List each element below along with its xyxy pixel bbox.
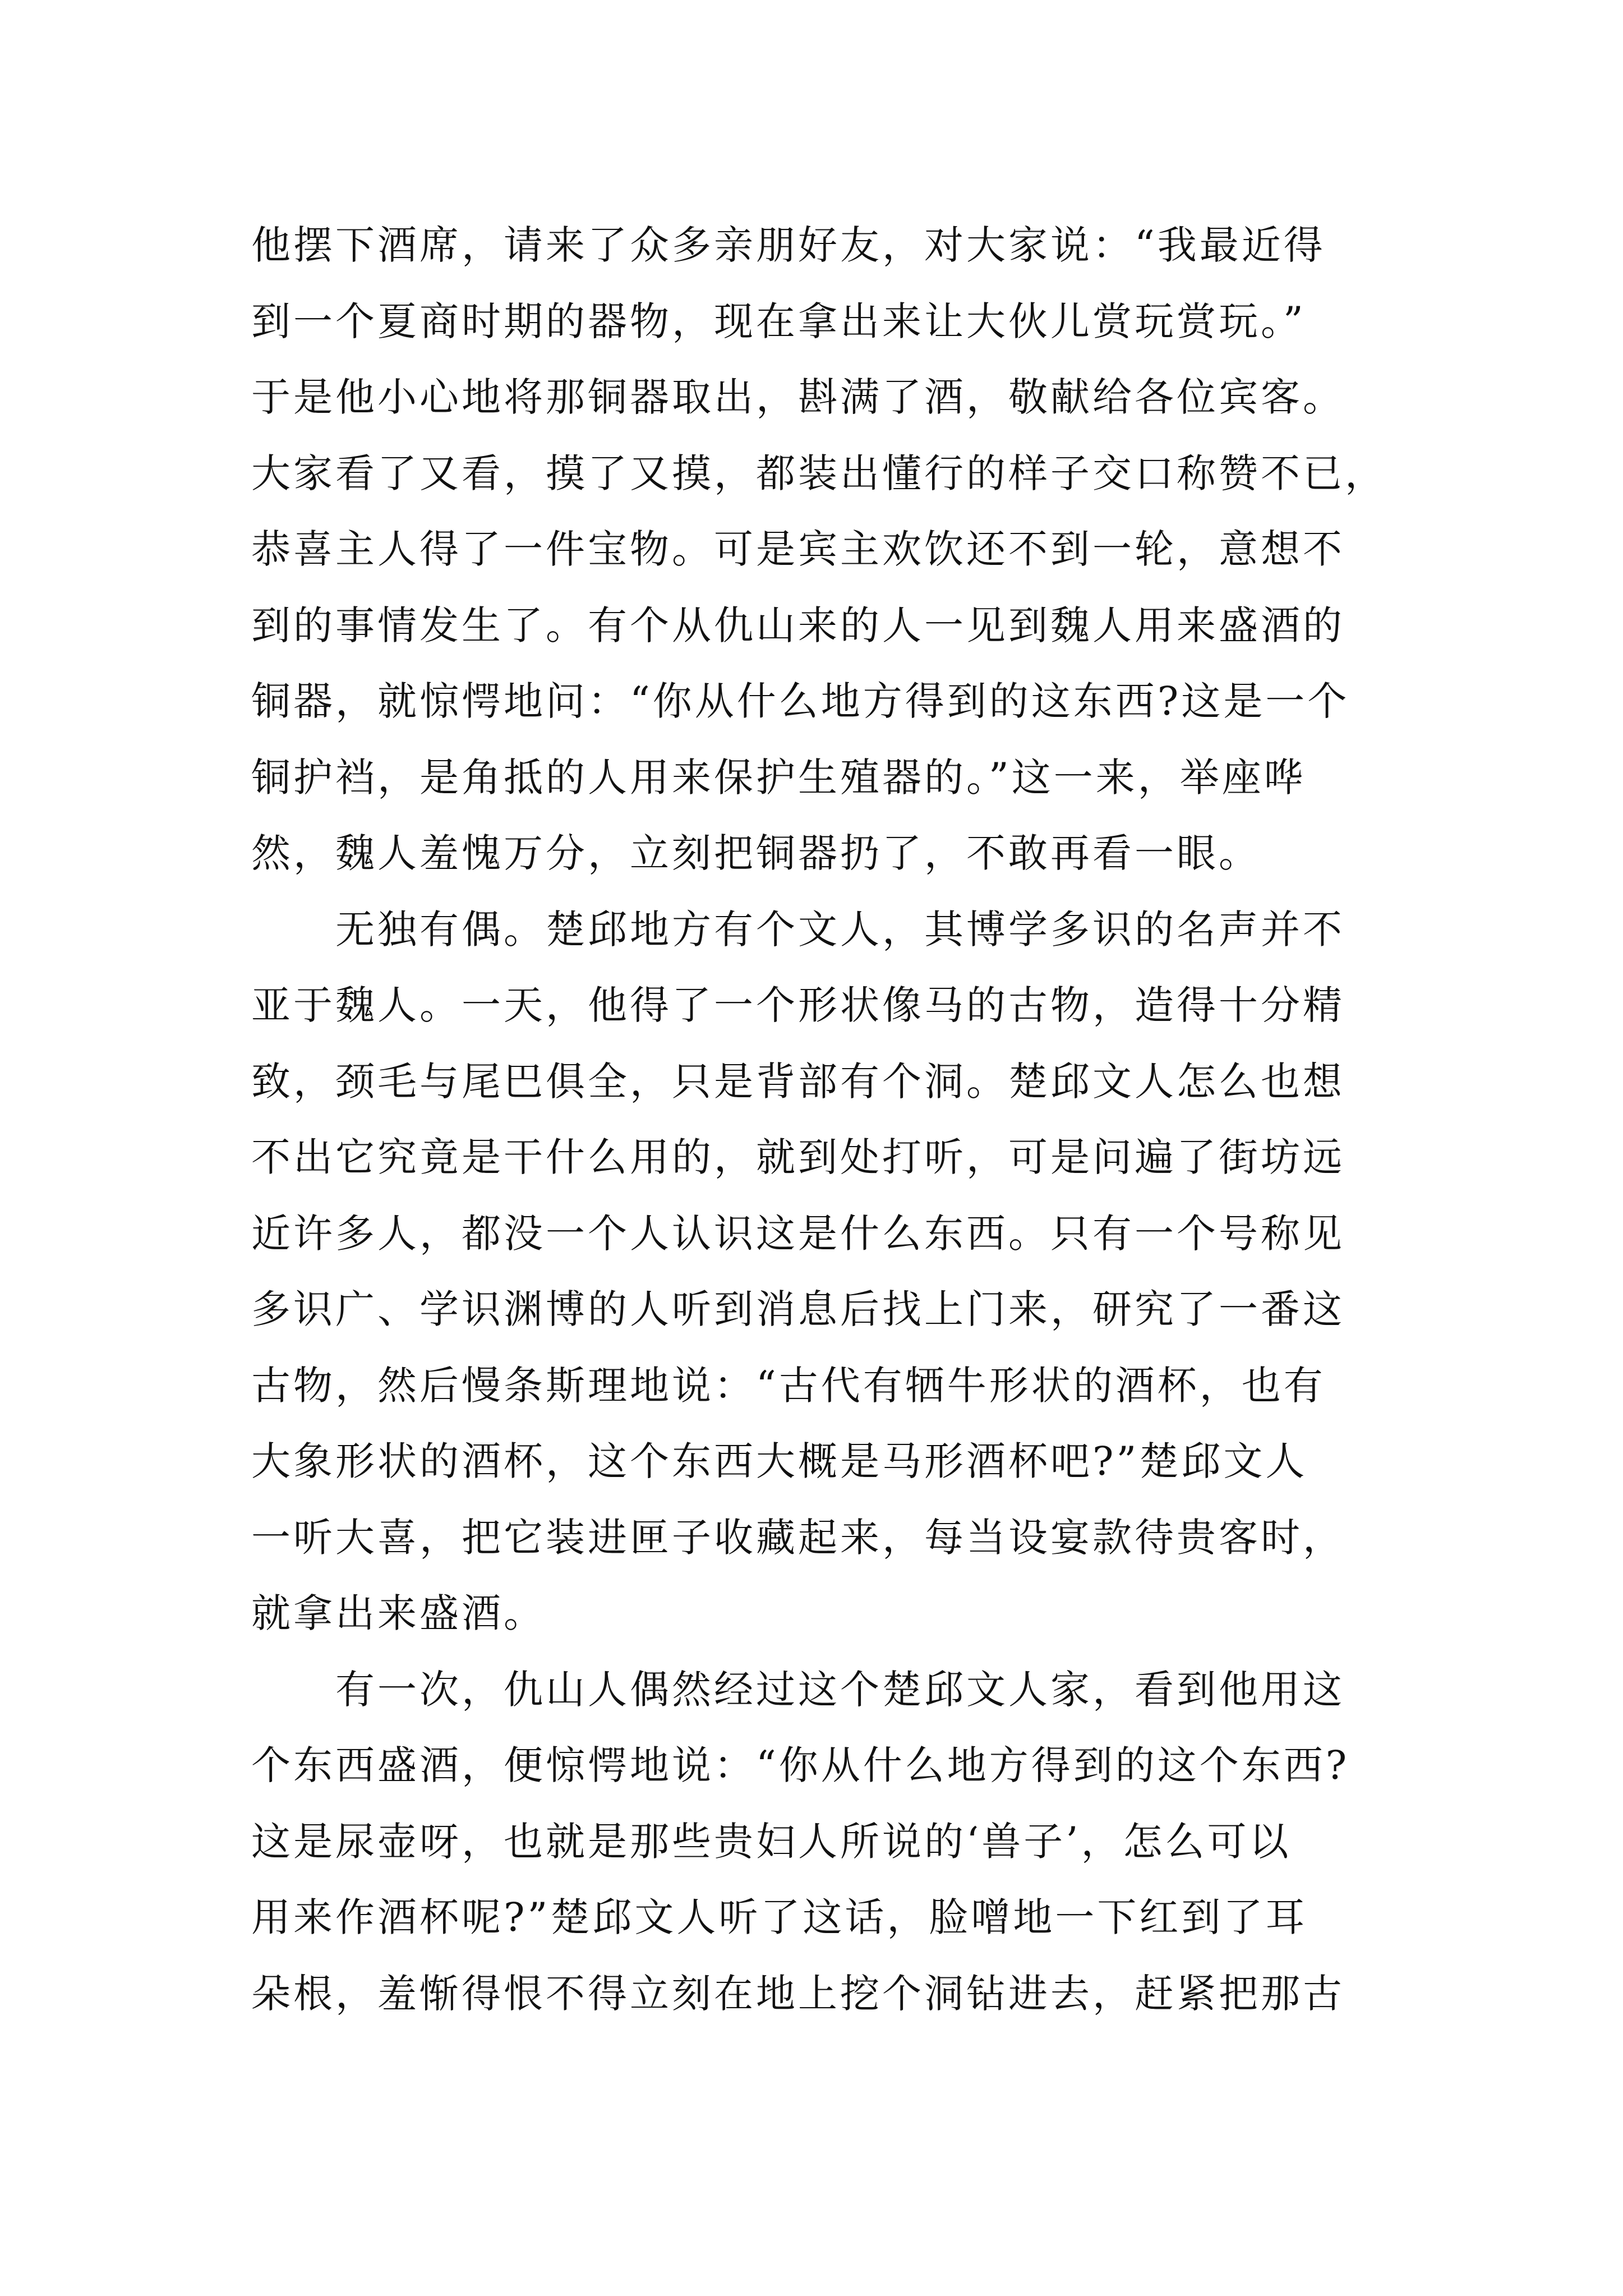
text-line: 恭喜主人得了一件宝物。可是宾主欢饮还不到一轮，意想不 (251, 526, 1345, 572)
text-line: 致，颈毛与尾巴俱全，只是背部有个洞。楚邱文人怎么也想 (251, 1058, 1345, 1105)
paragraph-3 (251, 1652, 1401, 2032)
text-line: 这是尿壶呀，也就是那些贵妇人所说的‘兽子’，怎么可以 (251, 1818, 1292, 1865)
text-line: 就拿出来盛酒。 (251, 1590, 546, 1636)
text-line: 于是他小心地将那铜器取出，斟满了酒，敬献给各位宾客。 (251, 374, 1345, 420)
text-line: 不出它究竟是干什么用的，就到处打听，可是问遍了街坊远 (251, 1134, 1345, 1180)
text-line: 大象形状的酒杯，这个东西大概是马形酒杯吧?”楚邱文人 (251, 1438, 1308, 1484)
text-line: 亚于魏人。一天，他得了一个形状像马的古物，造得十分精 (251, 982, 1345, 1028)
text-line: 铜器，就惊愕地问：“你从什么地方得到的这东西?这是一个 (251, 678, 1350, 724)
text-line: 用来作酒杯呢?”楚邱文人听了这话，脸噌地一下红到了耳 (251, 1894, 1308, 1940)
text-line: 古物，然后慢条斯理地说：“古代有牺牛形状的酒杯，也有 (251, 1362, 1326, 1409)
document-body (251, 208, 1401, 2032)
text-line-indented: 无独有偶。楚邱地方有个文人，其博学多识的名声并不 (335, 906, 1345, 953)
text-line: 到的事情发生了。有个从仇山来的人一见到魏人用来盛酒的 (251, 602, 1345, 648)
text-line: 到一个夏商时期的器物，现在拿出来让大伙儿赏玩赏玩。” (251, 298, 1306, 344)
text-line: 铜护裆，是角抵的人用来保护生殖器的。”这一来，举座哗 (251, 754, 1306, 800)
text-line: 他摆下酒席，请来了众多亲朋好友，对大家说：“我最近得 (251, 222, 1326, 268)
text-line: 朵根，羞惭得恨不得立刻在地上挖个洞钻进去，赶紧把那古 (251, 1970, 1345, 2017)
text-line-indented: 有一次，仇山人偶然经过这个楚邱文人家，看到他用这 (335, 1666, 1345, 1713)
text-line: 然，魏人羞愧万分，立刻把铜器扔了，不敢再看一眼。 (251, 830, 1261, 876)
text-line: 近许多人，都没一个人认识这是什么东西。只有一个号称见 (251, 1210, 1345, 1257)
text-line: 个东西盛酒，便惊愕地说：“你从什么地方得到的这个东西? (251, 1742, 1350, 1788)
text-line: 大家看了又看，摸了又摸，都装出懂行的样子交口称赞不已， (251, 450, 1387, 496)
text-line: 多识广、学识渊博的人听到消息后找上门来，研究了一番这 (251, 1286, 1345, 1332)
text-line: 一听大喜，把它装进匣子收藏起来，每当设宴款待贵客时， (251, 1514, 1345, 1561)
paragraph-1 (251, 208, 1401, 892)
paragraph-2 (251, 892, 1401, 1652)
